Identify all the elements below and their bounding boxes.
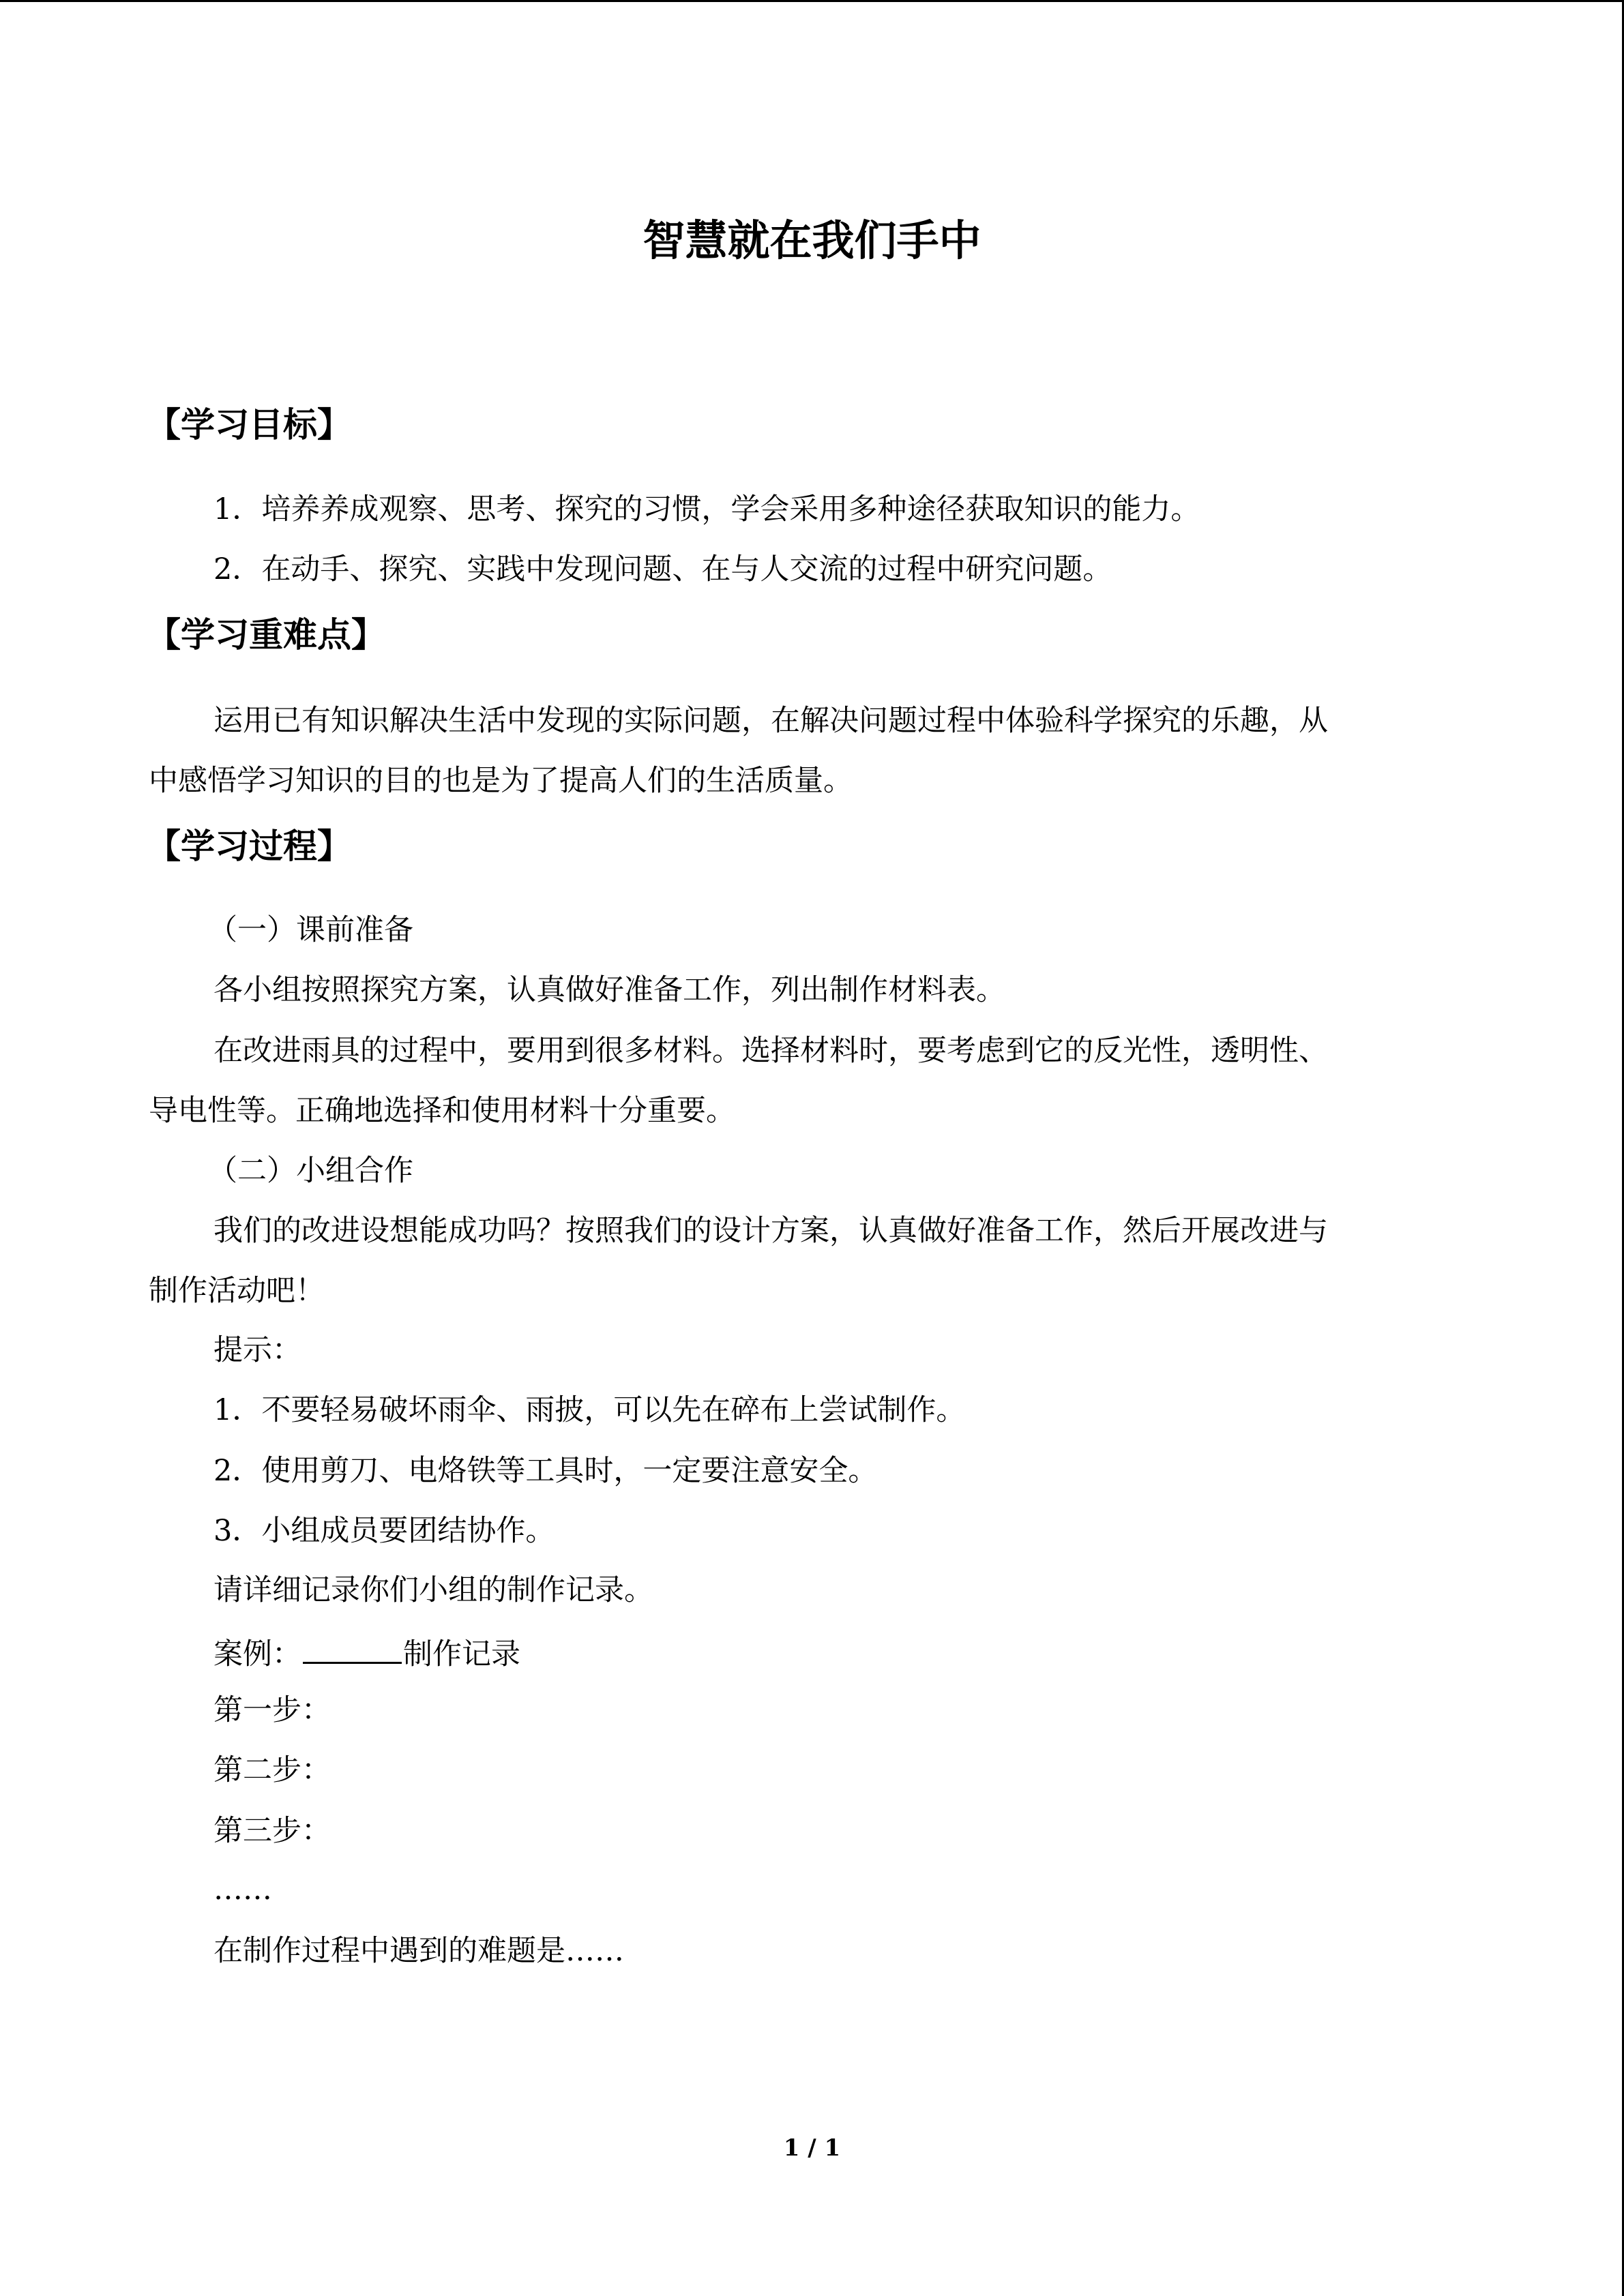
subsection-title: （一）课前准备: [208, 913, 413, 947]
fill-in-blank: [303, 1630, 402, 1664]
paragraph-line: 导电性等。正确地选择和使用材料十分重要。: [149, 1094, 735, 1128]
goal-item: 2．在动手、探究、实践中发现问题、在与人交流的过程中研究问题。: [213, 552, 1112, 586]
example-line: [213, 1630, 520, 1675]
tip-item: 1．不要轻易破坏雨伞、雨披，可以先在碎布上尝试制作。: [213, 1393, 966, 1427]
step-line: 第三步：: [213, 1814, 331, 1848]
paragraph-line: 各小组按照探究方案，认真做好准备工作，列出制作材料表。: [213, 973, 1005, 1007]
difficulty-line: 在制作过程中遇到的难题是……: [213, 1934, 624, 1968]
goal-item: 1．培养养成观察、思考、探究的习惯，学会采用多种途径获取知识的能力。: [213, 492, 1200, 526]
paragraph-line: 制作活动吧！: [149, 1274, 325, 1308]
ellipsis-line: ……: [213, 1873, 272, 1907]
document-title: 智慧就在我们手中: [643, 215, 981, 265]
example-suffix: 制作记录: [403, 1637, 520, 1671]
paragraph-line: 我们的改进设想能成功吗？按照我们的设计方案，认真做好准备工作，然后开展改进与: [213, 1214, 1328, 1248]
section-heading-process: 【学习过程】: [147, 826, 351, 866]
tips-label: 提示：: [213, 1333, 301, 1367]
paragraph-line: 运用已有知识解决生活中发现的实际问题，在解决问题过程中体验科学探究的乐趣，从: [213, 704, 1328, 738]
record-prompt: 请详细记录你们小组的制作记录。: [213, 1573, 653, 1607]
tip-item: 2．使用剪刀、电烙铁等工具时，一定要注意安全。: [213, 1454, 878, 1488]
step-line: 第一步：: [213, 1693, 331, 1727]
step-line: 第二步：: [213, 1753, 331, 1787]
page-number: 1 / 1: [783, 2134, 841, 2162]
subsection-title: （二）小组合作: [208, 1154, 413, 1188]
paragraph-line: 在改进雨具的过程中，要用到很多材料。选择材料时，要考虑到它的反光性，透明性、: [213, 1034, 1328, 1068]
example-label: 案例：: [213, 1637, 301, 1671]
section-heading-goals: 【学习目标】: [147, 405, 351, 445]
tip-item: 3．小组成员要团结协作。: [213, 1514, 555, 1548]
section-heading-key-points: 【学习重难点】: [147, 615, 385, 655]
paragraph-line: 中感悟学习知识的目的也是为了提高人们的生活质量。: [149, 764, 853, 798]
